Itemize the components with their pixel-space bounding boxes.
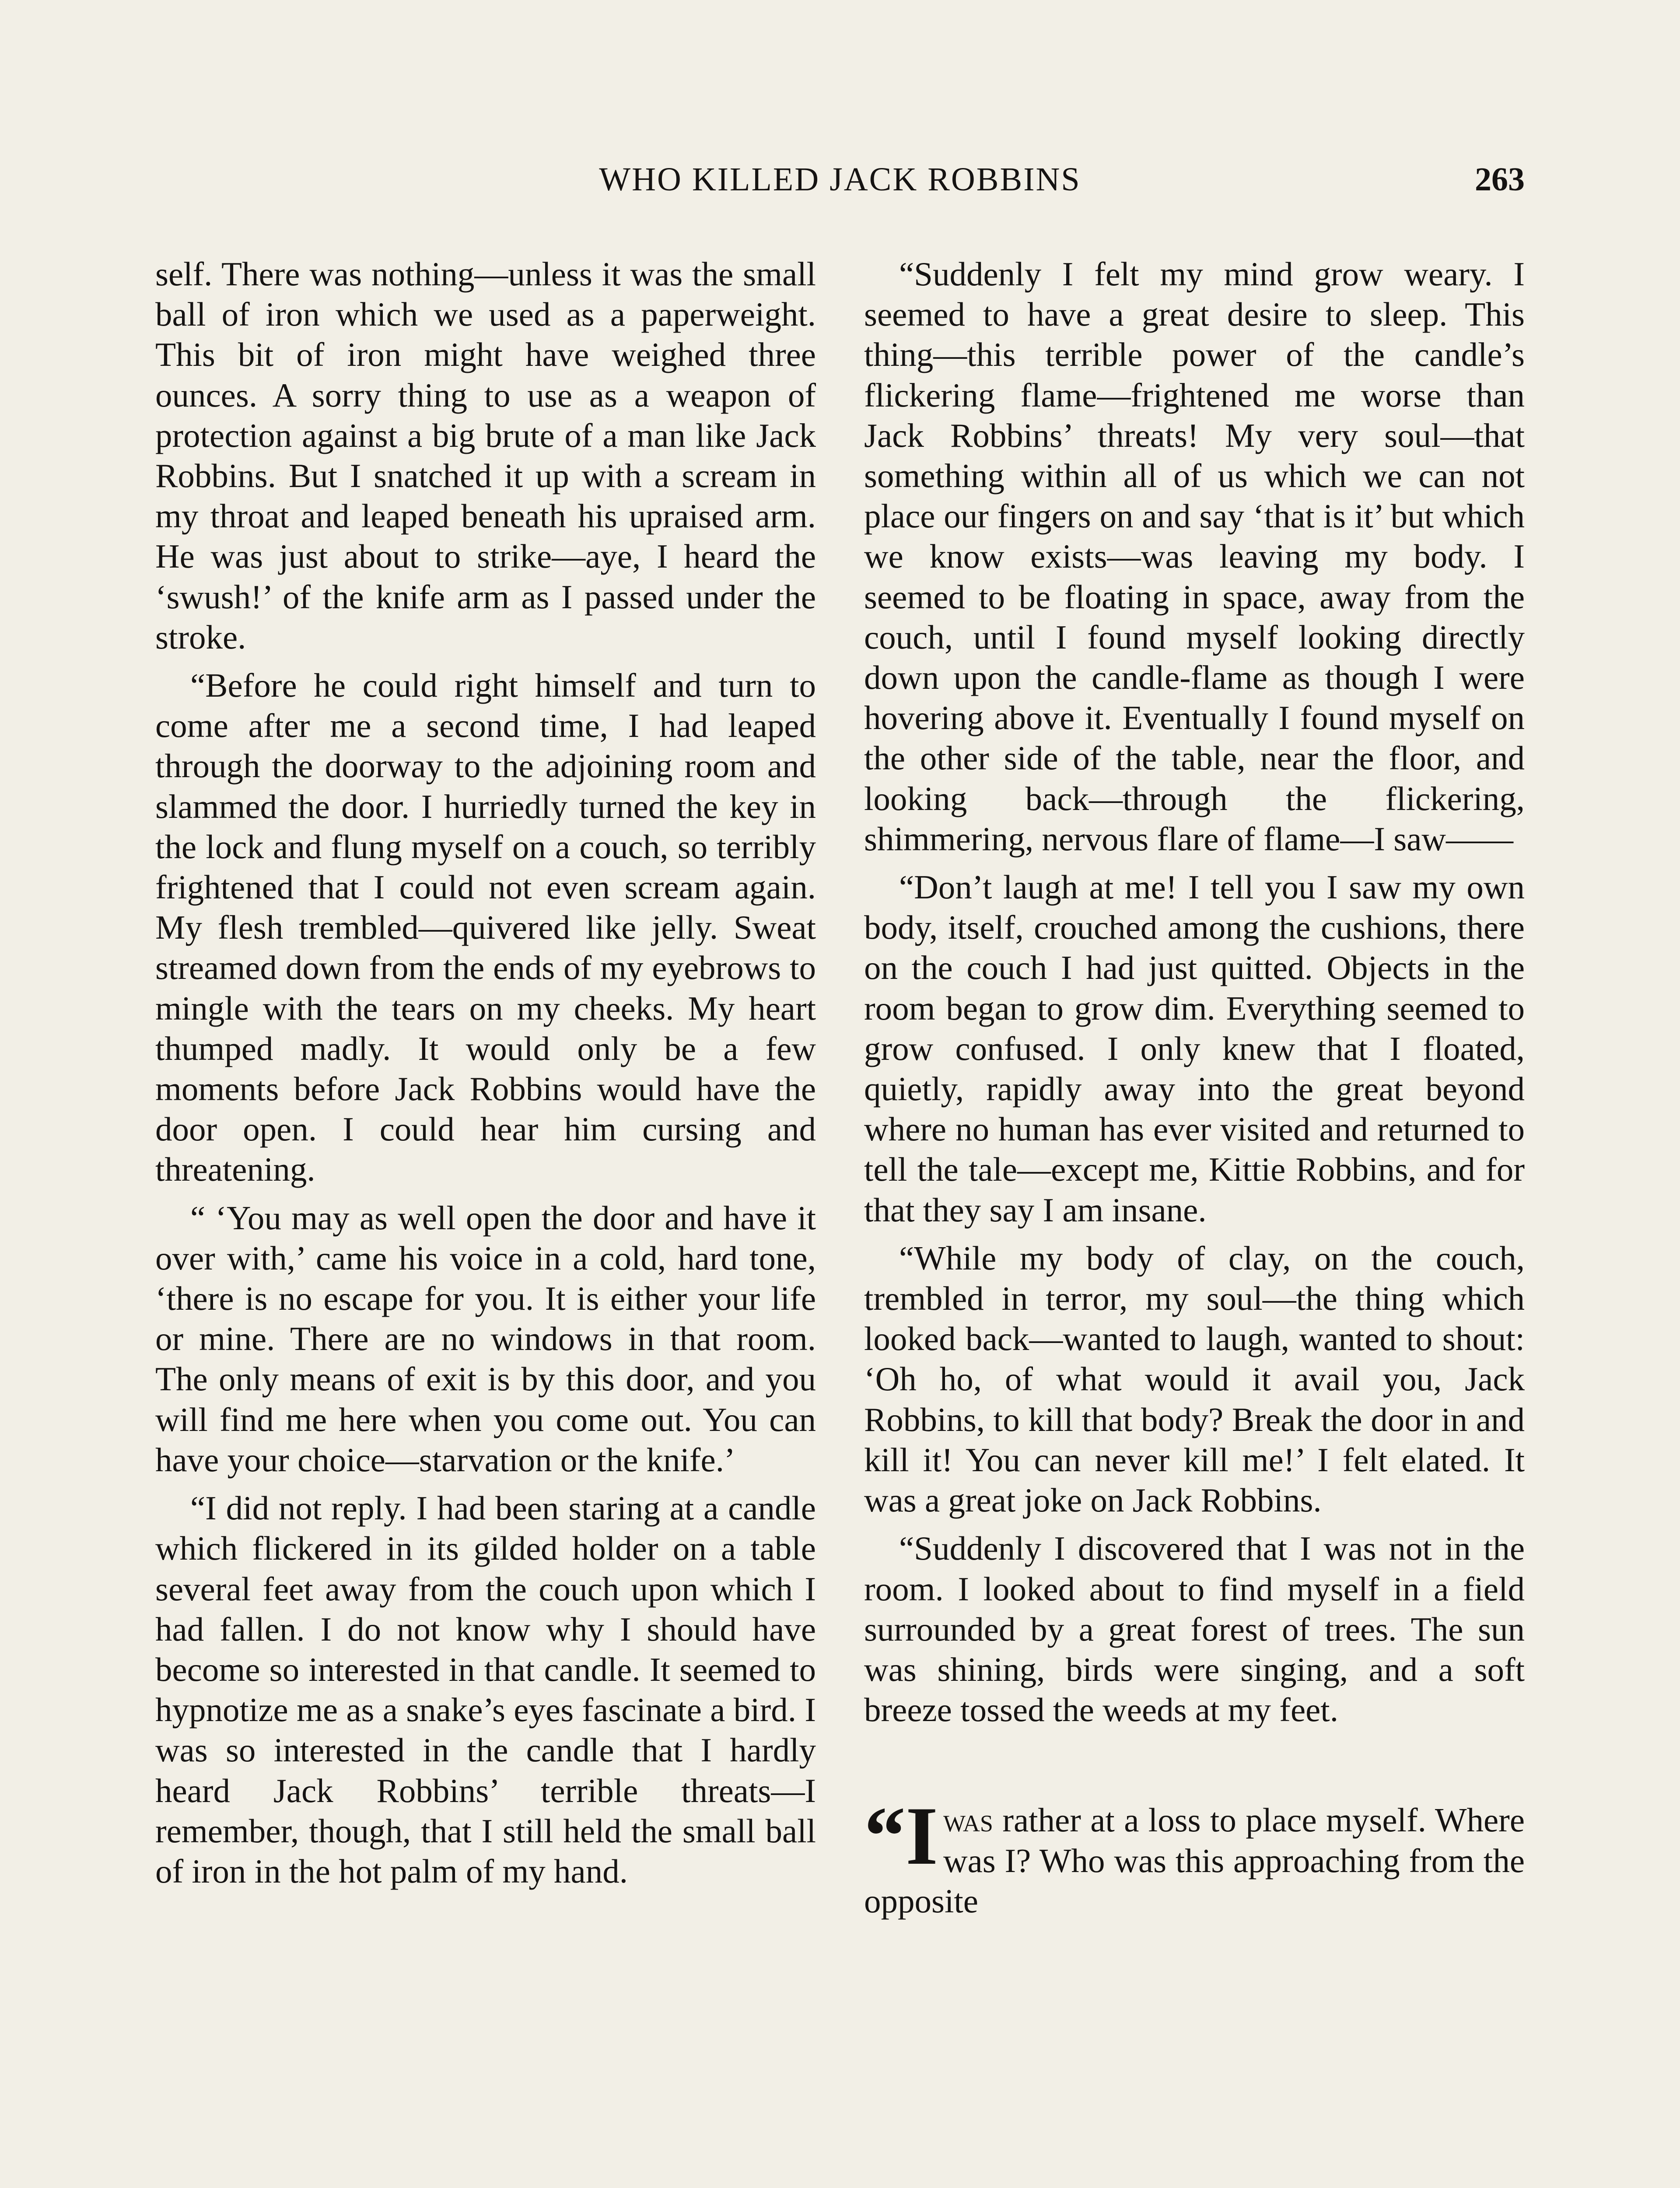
- drop-cap: “I: [864, 1790, 938, 1883]
- paragraph: “Don’t laugh at me! I tell you I saw my own body, itself, crouched among the cushions, there on the couch I had just quitted. Objects in the room began to grow dim. Everything seemed to grow confused. I only knew that I floated, quietly, rapidly away into the great beyond where no human has ever visited and returned to tell the tale—except me, Kittie Robbins, and for that they say I am insane.: [864, 868, 1525, 1229]
- paragraph: “Suddenly I discovered that I was not in the room. I looked about to find myself in a field surrounded by a great forest of trees. The sun was shining, birds were singing, and a soft breeze tossed the weeds at my feet.: [864, 1529, 1525, 1729]
- paragraph: “Before he could right himself and turn to come after me a second time, I had leaped through the doorway to the adjoining room and slammed the door. I hurriedly turned the key in the lock and flung myself on a couch, so terribly frightened that I could not even scream again. My flesh trembled—quivered like jelly. Sweat streamed down from the ends of my eyebrows to mingle with the tears on my cheeks. My heart thumped madly. It would only be a few moments before Jack Robbins would have the door open. I could hear him cursing and threatening.: [155, 666, 816, 1189]
- running-head: [0, 155, 1680, 203]
- page-number: 263: [1475, 161, 1525, 198]
- paragraph: self. There was nothing—unless it was the small ball of iron which we used as a paperweight. This bit of iron might have weighed three ounces. A sorry thing to use as a weapon of protection against a big brute of a man like Jack Robbins. But I snatched it up with a scream in my throat and leaped beneath his upraised arm. He was just about to strike—aye, I heard the ‘swush!’ of the knife arm as I passed under the stroke.: [155, 255, 816, 656]
- left-column: [155, 254, 816, 1891]
- paragraph: “I did not reply. I had been staring at a candle which flickered in its gilded holder on a table several feet away from the couch upon which I had fallen. I do not know why I should have become so interested in that candle. It seemed to hypnotize me as a snake’s eyes fascinate a bird. I was so interested in the candle that I hardly heard Jack Robbins’ terrible threats—I remember, though, that I still held the small ball of iron in the hot palm of my hand.: [155, 1489, 816, 1890]
- section-text: rather at a loss to place myself. Where was I? Who was this approaching from the opposite: [864, 1801, 1525, 1920]
- paragraph: “ ‘You may as well open the door and have it over with,’ came his voice in a cold, hard tone, ‘there is no escape for you. It is either your life or mine. There are no windows in that room. The only means of exit is by this door, and you will find me here when you come out. You can have your choice—starvation or the knife.’: [155, 1199, 816, 1479]
- paragraph: “Suddenly I felt my mind grow weary. I seemed to have a great desire to sleep. This thing—this terrible power of the candle’s flickering flame—frightened me worse than Jack Robbins’ threats! My very soul—that something within all of us which we can not place our fingers on and say ‘that is it’ but which we know exists—was leaving my body. I seemed to be floating in space, away from the couch, until I found myself looking directly down upon the candle-flame as though I were hovering above it. Eventually I found myself on the other side of the table, near the floor, and looking back—through the flickering, shimmering, nervous flare of flame—I saw——: [864, 255, 1525, 858]
- running-title: WHO KILLED JACK ROBBINS: [599, 161, 1081, 198]
- right-column: [864, 254, 1525, 1921]
- section-start-paragraph: [864, 1790, 1525, 1921]
- paragraph: “While my body of clay, on the couch, trembled in terror, my soul—the thing which looked back—wanted to laugh, wanted to shout: ‘Oh ho, of what would it avail you, Jack Robbins, to kill that body? Break the door in and kill it! You can never kill me!’ I felt elated. It was a great joke on Jack Robbins.: [864, 1239, 1525, 1519]
- small-caps-lead: was: [943, 1801, 993, 1839]
